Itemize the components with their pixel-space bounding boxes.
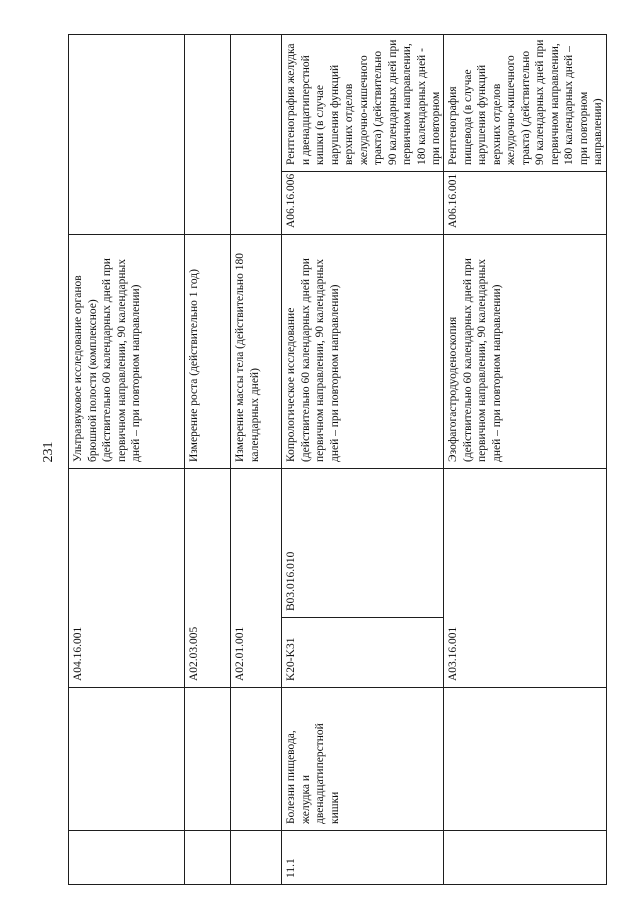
cell-code-a-text: A04.16.001 [72, 626, 84, 681]
cell-name-a [443, 234, 606, 468]
cell-code-b [281, 171, 443, 234]
cell-code-a-text: A02.03.005 [188, 626, 200, 681]
cell-name-a-text: Измерение массы тела (действительно 180 календарных дней) [234, 253, 261, 462]
page-number [38, 432, 60, 472]
cell-code-a-text: A03.16.001 [447, 626, 459, 681]
cell-code-a [443, 468, 606, 687]
cell-code-b-text: A06.16.001 [447, 173, 459, 228]
cell-name-b [281, 34, 443, 171]
cell-code-a-text: A02.01.001 [234, 626, 246, 681]
cell-code-b-text: A06.16.006 [285, 173, 297, 228]
cell-icd-text: K20-K31 [285, 637, 297, 681]
page-number-text: 231 [41, 441, 56, 463]
cell-number-text: 11.1 [285, 858, 297, 878]
table-rule [281, 617, 443, 618]
cell-name-a-text: Измерение роста (действительно 1 год) [188, 269, 200, 462]
cell-disease-text: Болезни пищевода, желудка и двенадцатиперстной кишки [285, 723, 341, 824]
cell-code-a-text: B03.016.010 [285, 551, 297, 611]
cell-name-b [443, 34, 606, 171]
cell-name-b-text: Рентгенография желудка и двенадцатиперстной кишки (в случае нарушения функций верхних отделов желудочно-кишечного тракта) (действительно 90 календарных дней при первичном направлении, 180 календарных дней - при повторном [285, 39, 442, 165]
b-columns-real [68, 34, 607, 885]
cell-name-b-text: Рентгенография пищевода (в случае нарушения функций верхних отделов желудочно-кишечного тракта) (действительно 90 календарных дней при первичном направлении, 180 календарных дней – при повторном направлении) [447, 39, 604, 165]
cell-name-a-text: Копрологическое исследование (действительно 60 календарных дней при первичном направлении, 90 календарных дней – при повторном направлении) [285, 258, 341, 462]
cell-code-b [443, 171, 606, 234]
cell-name-a-text: Эзофагогастродуоденоскопия (действительно 60 календарных дней при первичном направлении, 90 календарных дней – при повторном направлении) [447, 258, 503, 462]
cell-name-a-text: Ультразвуковое исследование органов брюшной полости (комплексное) (действительно 60 календарных дней при первичном направлении, 90 календарных дней – при повторном направлении) [72, 258, 142, 462]
table-rule [281, 171, 606, 172]
